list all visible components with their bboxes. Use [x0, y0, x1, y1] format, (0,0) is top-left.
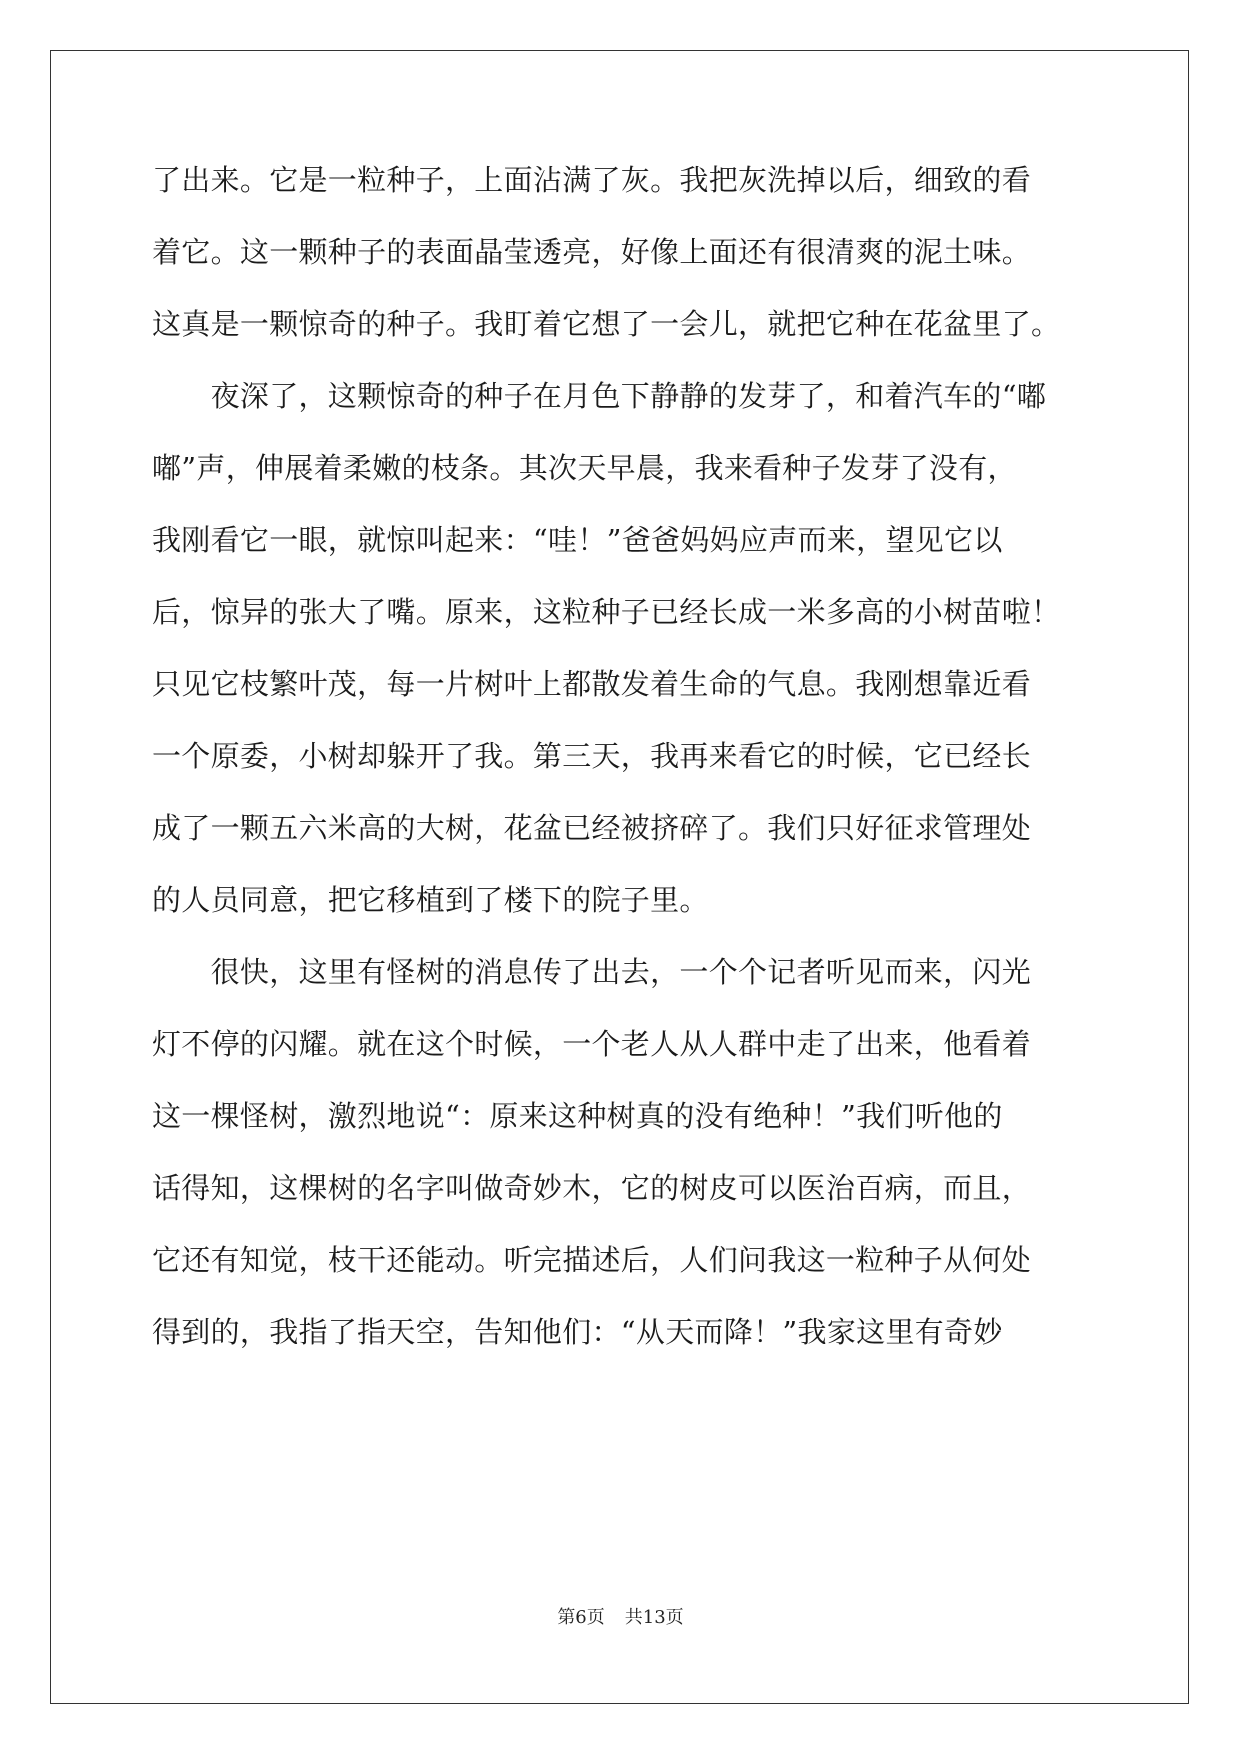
- text-line: 的人员同意，把它移植到了楼下的院子里。: [152, 883, 709, 917]
- text-line: 只见它枝繁叶茂，每一片树叶上都散发着生命的气息。我刚想靠近看: [152, 667, 1032, 701]
- text-line: 很快，这里有怪树的消息传了出去，一个个记者听见而来，闪光: [152, 955, 1032, 989]
- page-number: 第6页: [557, 1607, 605, 1628]
- total-pages: 共13页: [624, 1607, 684, 1628]
- text-line: 成了一颗五六米高的大树，花盆已经被挤碎了。我们只好征求管理处: [152, 811, 1032, 845]
- text-line: 灯不停的闪耀。就在这个时候，一个老人从人群中走了出来，他看着: [152, 1027, 1032, 1061]
- text-line: 它还有知觉，枝干还能动。听完描述后，人们问我这一粒种子从何处: [152, 1243, 1032, 1277]
- text-line: 这一棵怪树，激烈地说“：原来这种树真的没有绝种！”我们听他的: [152, 1099, 1003, 1133]
- text-line: 嘟”声，伸展着柔嫩的枝条。其次天早晨，我来看种子发芽了没有，: [152, 451, 1017, 485]
- text-line: 这真是一颗惊奇的种子。我盯着它想了一会儿，就把它种在花盆里了。: [152, 307, 1061, 341]
- text-line: 后，惊异的张大了嘴。原来，这粒种子已经长成一米多高的小树苗啦！: [152, 595, 1061, 629]
- page-footer: [0, 1606, 1241, 1630]
- text-line: 了出来。它是一粒种子，上面沾满了灰。我把灰洗掉以后，细致的看: [152, 163, 1032, 197]
- text-line: 一个原委，小树却躲开了我。第三天，我再来看它的时候，它已经长: [152, 739, 1032, 773]
- page-border: [50, 50, 1189, 1704]
- text-line: 着它。这一颗种子的表面晶莹透亮，好像上面还有很清爽的泥土味。: [152, 235, 1032, 269]
- text-line: 话得知，这棵树的名字叫做奇妙木，它的树皮可以医治百病，而且，: [152, 1171, 1032, 1205]
- text-line: 得到的，我指了指天空，告知他们：“从天而降！”我家这里有奇妙: [152, 1315, 1003, 1349]
- text-line: 夜深了，这颗惊奇的种子在月色下静静的发芽了，和着汽车的“嘟: [152, 379, 1047, 413]
- text-line: 我刚看它一眼，就惊叫起来：“哇！”爸爸妈妈应声而来，望见它以: [152, 523, 1003, 557]
